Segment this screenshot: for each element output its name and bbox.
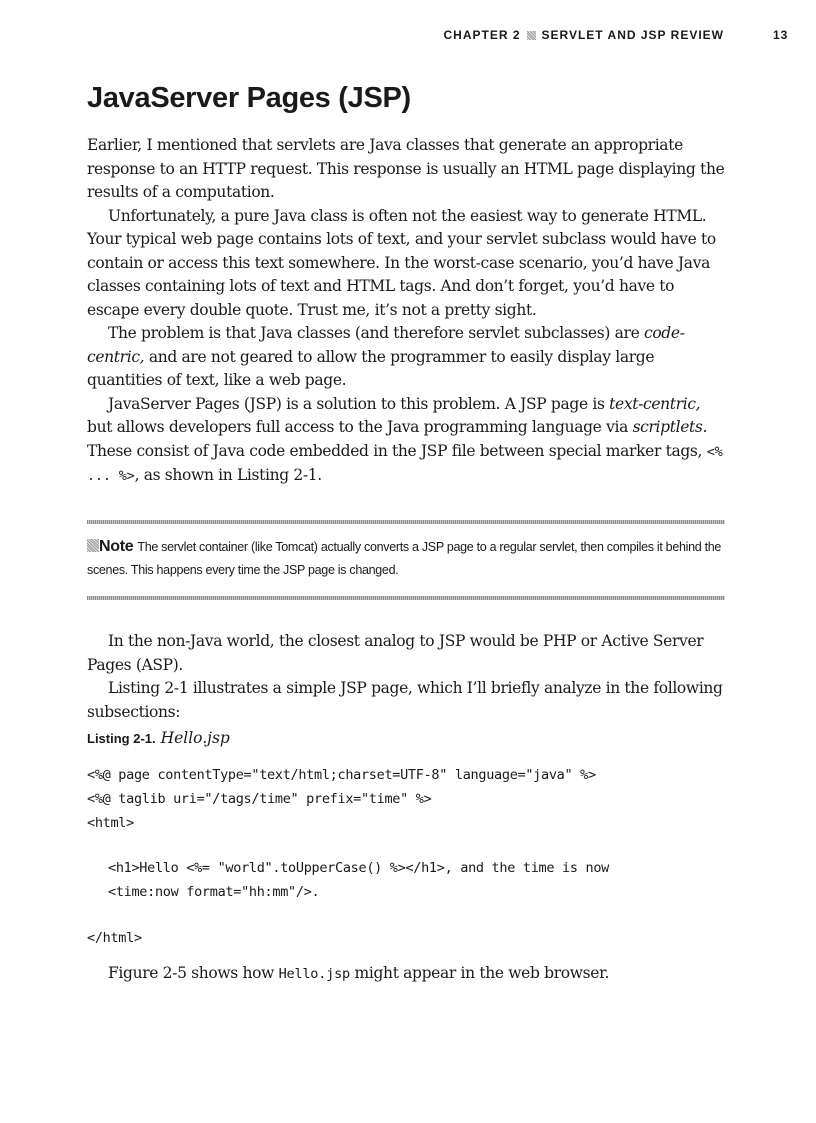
listing-filename: Hello.jsp bbox=[160, 729, 230, 747]
chapter-label: CHAPTER 2 bbox=[443, 28, 521, 42]
paragraph-5: In the non-Java world, the closest analog to JSP would be PHP or Active Server Pages (ASP). bbox=[87, 632, 704, 674]
paragraph-1: Earlier, I mentioned that servlets are Java classes that generate an appropriate response to an HTTP request. This response is usually an HTML page displaying the results of a computation. bbox=[87, 136, 725, 201]
note-text: The servlet container (like Tomcat) actually converts a JSP page to a regular servlet, then compiles it behind the scenes. This happens every time the JSP page is changed. bbox=[87, 540, 722, 577]
body-text-middle bbox=[87, 630, 727, 724]
running-header bbox=[0, 28, 816, 44]
code-line-3: <html> bbox=[87, 815, 134, 831]
paragraph-4-text-a: JavaServer Pages (JSP) is a solution to this problem. A JSP page is bbox=[108, 394, 610, 413]
paragraph-2: Unfortunately, a pure Java class is often not the easiest way to generate HTML. Your typical web page contains lots of text, and your servlet subclass would have to contain or access this text somewhere. In the worst-case scenario, you’d have Java classes containing lots of text and HTML tags. And don’t forget, you’d have to escape every double quote. Trust me, it’s not a pretty sight. bbox=[87, 206, 716, 319]
note-top-rule bbox=[87, 520, 725, 524]
body-text-bottom bbox=[87, 962, 727, 987]
note-label: Note bbox=[99, 538, 134, 555]
page-number: 13 bbox=[773, 28, 789, 42]
note-bottom-rule bbox=[87, 596, 725, 600]
paragraph-4-text-c: These consist of Java code embedded in the JSP file between special marker tags, bbox=[87, 441, 707, 460]
paragraph-4-text-b: but allows developers full access to the Java programming language via bbox=[87, 418, 633, 436]
paragraph-3-emphasis: code-centric, bbox=[87, 324, 685, 366]
chapter-title: SERVLET AND JSP REVIEW bbox=[541, 28, 724, 42]
paragraph-4-code: <% ... %> bbox=[87, 443, 723, 484]
paragraph-4-emphasis-1: text-centric, bbox=[609, 394, 701, 413]
note-box bbox=[87, 535, 727, 582]
code-line-2: <%@ taglib uri="/tags/time" prefix="time" %> bbox=[87, 791, 432, 807]
paragraph-4-text-d: , as shown in Listing 2-1. bbox=[134, 466, 322, 484]
listing-label: Listing 2-1. bbox=[87, 731, 156, 746]
code-line-6: </html> bbox=[87, 930, 142, 946]
paragraph-7-code: Hello.jsp bbox=[278, 966, 350, 982]
code-line-4: <h1>Hello <%= "world".toUpperCase() %></h1>, and the time is now bbox=[108, 860, 609, 876]
code-line-5: <time:now format="hh:mm"/>. bbox=[108, 884, 320, 900]
paragraph-4-emphasis-2: scriptlets. bbox=[632, 418, 708, 436]
body-text-top bbox=[87, 134, 727, 489]
paragraph-7-text-b: might appear in the web browser. bbox=[349, 964, 610, 982]
listing-caption bbox=[87, 729, 230, 747]
paragraph-6: Listing 2-1 illustrates a simple JSP page, which I’ll briefly analyze in the following subsections: bbox=[87, 679, 723, 721]
note-icon bbox=[87, 539, 99, 552]
section-title: JavaServer Pages (JSP) bbox=[87, 82, 411, 114]
paragraph-3-text-b: and are not geared to allow the programmer to easily display large quantities of text, like a web page. bbox=[87, 347, 655, 389]
paragraph-7-text-a: Figure 2-5 shows how bbox=[108, 964, 279, 982]
paragraph-4 bbox=[87, 393, 727, 489]
separator-icon bbox=[527, 31, 536, 40]
code-line-1: <%@ page contentType="text/html;charset=UTF-8" language="java" %> bbox=[87, 767, 596, 783]
paragraph-3 bbox=[87, 322, 727, 393]
running-title bbox=[444, 28, 725, 42]
paragraph-3-text-a: The problem is that Java classes (and therefore servlet subclasses) are bbox=[108, 324, 644, 342]
paragraph-7 bbox=[87, 962, 727, 987]
